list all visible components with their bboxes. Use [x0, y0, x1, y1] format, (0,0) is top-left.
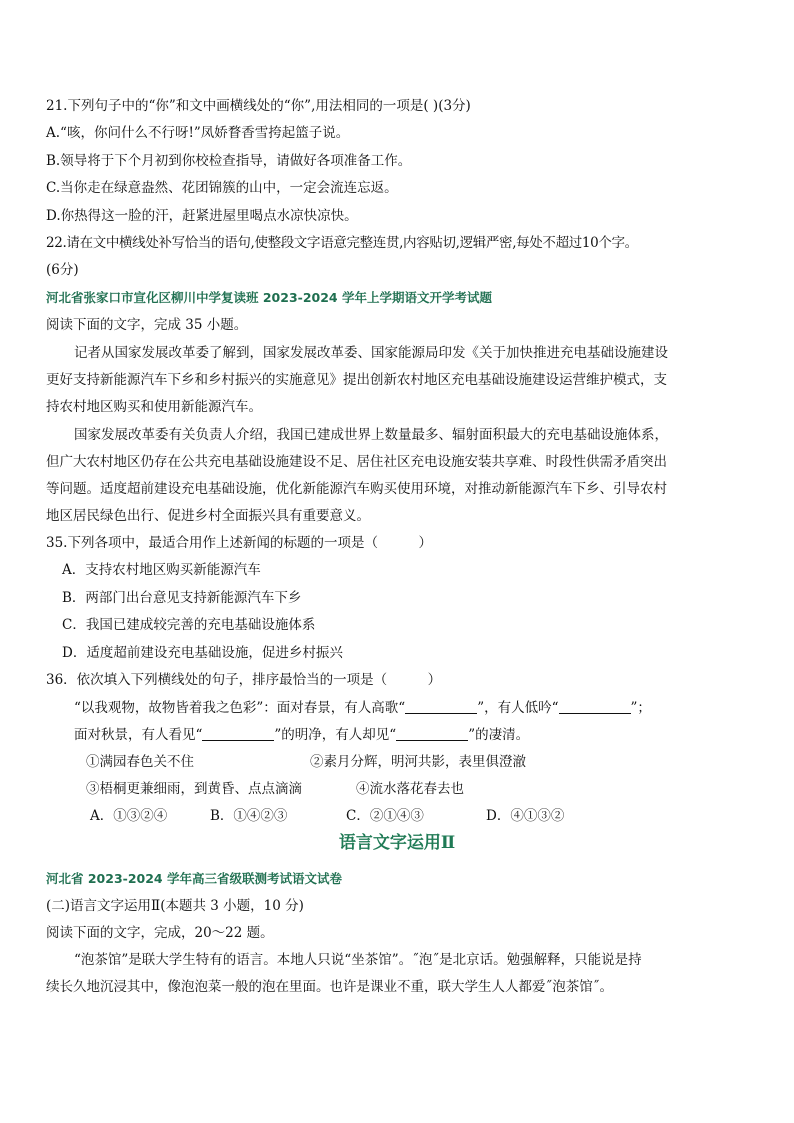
question-36-item-1: ①满园春色关不住: [86, 754, 194, 770]
question-36-stem: 36．依次填入下列横线处的句子，排序最恰当的一项是（ ）: [46, 672, 442, 688]
question-21-option-a: A.“咳，你问什么不行呀!”凤娇瞀香雪挎起篮子说。: [46, 125, 350, 141]
question-35-stem: 35.下列各项中，最适合用作上述新闻的标题的一项是（ ）: [46, 535, 432, 551]
question-36-item-2: ②素月分辉，明河共影，表里俱澄澈: [310, 754, 526, 770]
passage-line: 地区居民绿色出行、促进乡村全面振兴具有重要意义。: [46, 508, 370, 524]
passage-line: 续长久地沉浸其中，像泡泡菜一般的泡在里面。也许是课业不重，联大学生人人都爱˝泡茶馆˝。: [46, 979, 613, 995]
passage-line: 更好支持新能源汽车下乡和乡村振兴的实施意见》提出创新农村地区充电基础设施建设运营维护模式，支: [46, 372, 667, 388]
fill-blank: [202, 726, 274, 741]
question-35-option-c: C．我国已建成较完善的充电基础设施体系: [62, 617, 316, 633]
question-36-choice-b: B．①④②③: [210, 808, 288, 824]
question-36-sentence-line-1: “以我观物，故物皆着我之色彩”：面对春景，有人高歌“ ”，有人低吟“ ”；: [74, 700, 651, 716]
question-35-option-b: B．两部门出台意见支持新能源汽车下乡: [62, 590, 302, 606]
question-21-option-c: C.当你走在绿意盎然、花团锦簇的山中，一定会流连忘返。: [46, 180, 398, 196]
section-title: 语言文字运用Ⅱ: [338, 833, 456, 853]
question-21-stem: 21.下列句子中的“你”和文中画横线处的“你”,用法相同的一项是( )(3分): [46, 98, 471, 114]
question-35-option-d: D．适度超前建设充电基础设施，促进乡村振兴: [62, 645, 343, 661]
fill-blank: [396, 726, 468, 741]
question-22-stem: 22.请在文中横线处补写恰当的语句,使整段文字语意完整连贯,内容贴切,逻辑严密,每处不超过10个字。: [46, 235, 638, 251]
question-22-score: (6分): [46, 262, 79, 278]
reading-instruction: 阅读下面的文字，完成 35 小题。: [46, 317, 248, 333]
question-36-choice-d: D．④①③②: [486, 808, 565, 824]
passage-line: 持农村地区购买和使用新能源汽车。: [46, 399, 262, 415]
reading-instruction: 阅读下面的文字，完成，20～22 题。: [46, 925, 274, 941]
question-36-item-3: ③梧桐更兼细雨，到黄昏、点点滴滴: [86, 781, 302, 797]
passage-line: “泡茶馆”是联大学生特有的语言。本地人只说“坐茶馆”。˝泡˝是北京话。勉强解释，只能说是持: [74, 952, 642, 968]
question-36-choice-c: C．②①④③: [346, 808, 424, 824]
passage-line: 国家发展改革委有关负责人介绍，我国已建成世界上数量最多、辐射面积最大的充电基础设施体系，: [74, 427, 668, 443]
fill-blank: [559, 699, 631, 714]
source-heading: 河北省 2023-2024 学年高三省级联测考试语文试卷: [46, 871, 342, 886]
question-36-item-4: ④流水落花春去也: [356, 781, 464, 797]
part-heading: (二)语言文字运用Ⅱ(本题共 3 小题，10 分): [46, 898, 304, 914]
passage-line: 等问题。适度超前建设充电基础设施，优化新能源汽车购买使用环境，对推动新能源汽车下乡、引导农村: [46, 481, 667, 497]
passage-line: 记者从国家发展改革委了解到，国家发展改革委、国家能源局印发《关于加快推进充电基础设施建设: [74, 345, 668, 361]
source-heading: 河北省张家口市宣化区柳川中学复读班 2023-2024 学年上学期语文开学考试题: [46, 290, 492, 305]
question-36-sentence-line-2: 面对秋景，有人看见“ ”的明净，有人却见“ ”的凄清。: [74, 727, 530, 743]
fill-blank: [405, 699, 477, 714]
question-21-option-d: D.你热得这一脸的汗，赶紧进屋里喝点水凉快凉快。: [46, 208, 358, 224]
question-21-option-b: B.领导将于下个月初到你校检查指导，请做好各项准备工作。: [46, 153, 412, 169]
question-36-choice-a: A．①③②④: [90, 808, 168, 824]
passage-line: 但广大农村地区仍存在公共充电基础设施建设不足、居住社区充电设施安装共享难、时段性供需矛盾突出: [46, 454, 667, 470]
question-35-option-a: A．支持农村地区购买新能源汽车: [62, 562, 261, 578]
